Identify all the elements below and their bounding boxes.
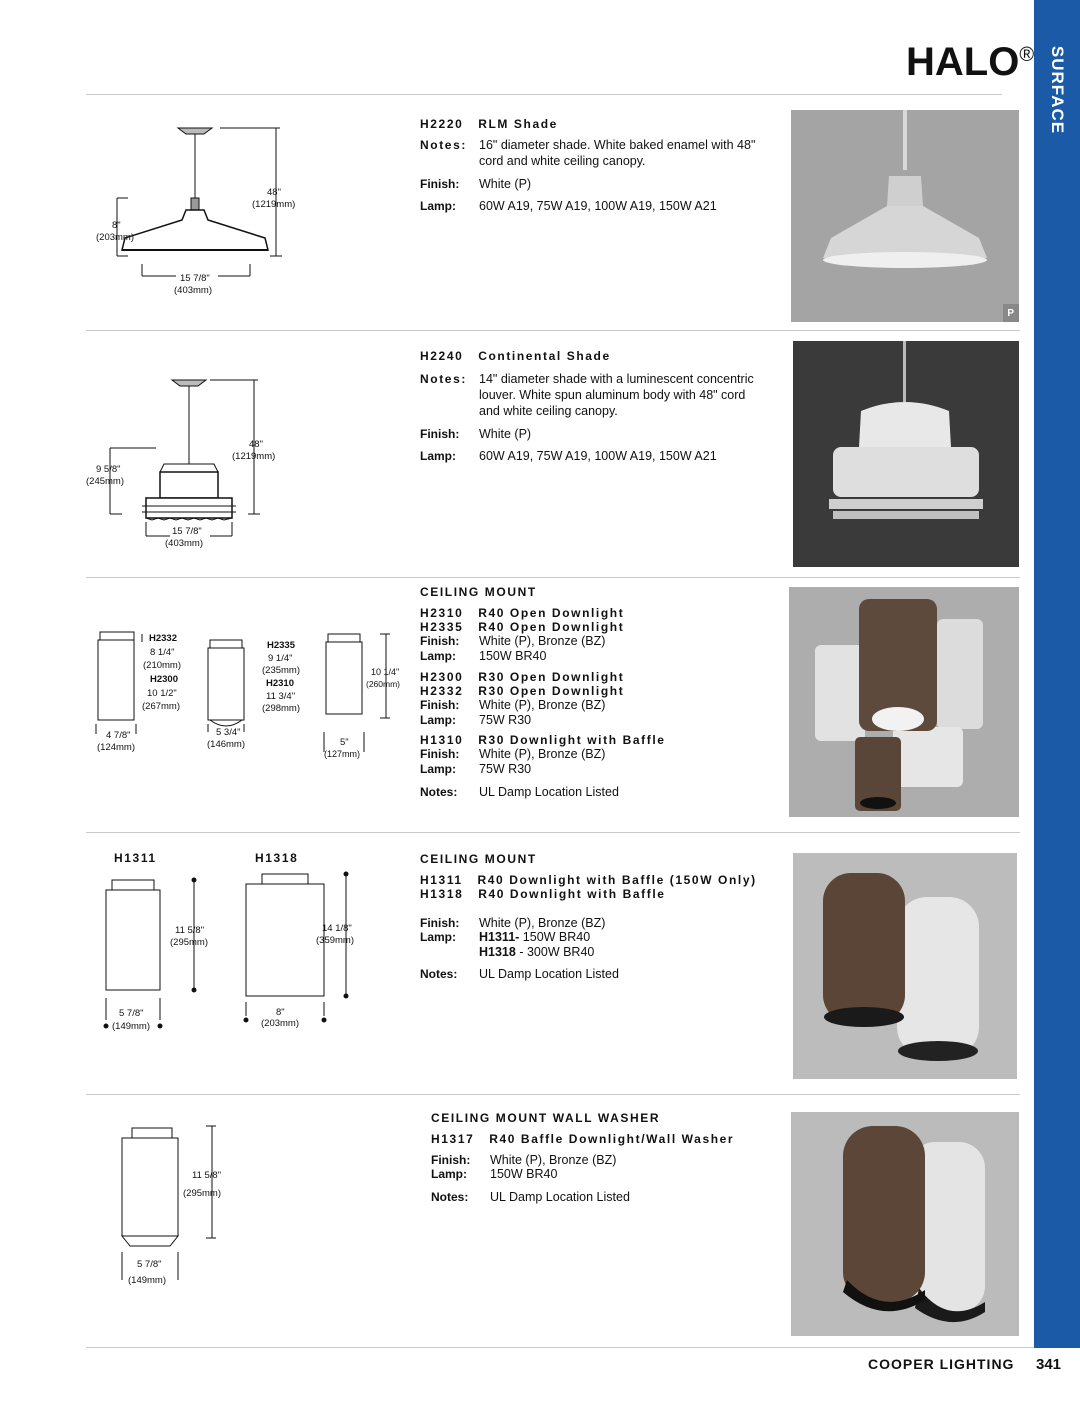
h2335-title: H2335 R40 Open Downlight (420, 620, 625, 634)
ceiling2-lamp-1: H1311- 150W BR40 (479, 930, 591, 944)
h1317-title: H1317 R40 Baffle Downlight/Wall Washer (431, 1132, 735, 1146)
ceiling2-notes-label: Notes: (420, 967, 458, 981)
h2240-width-mm: (403mm) (165, 538, 204, 549)
h2240-finish: White (P) (479, 427, 532, 441)
ceiling-b-code2: H2310 (266, 678, 294, 689)
group2-finish-label: Finish: (420, 698, 460, 712)
group1-lamp: 150W BR40 (479, 649, 547, 663)
ceiling-a-h1: 8 1/4" (150, 647, 175, 658)
h1311-title: H1311 R40 Downlight with Baffle (150W Only) (420, 873, 757, 887)
h2220-notes-label: Notes: (420, 138, 467, 152)
group2-finish: White (P), Bronze (BZ) (479, 698, 606, 712)
ceiling2-finish-label: Finish: (420, 916, 460, 930)
wall-washer-dimension-drawing (110, 1120, 230, 1290)
group2-lamp-label: Lamp: (420, 713, 456, 727)
divider-3 (86, 832, 1020, 833)
h1318-title: H1318 R40 Downlight with Baffle (420, 887, 666, 901)
h1311-width-mm: (149mm) (112, 1021, 151, 1032)
ceiling-mount-product-photo (789, 587, 1019, 817)
ceiling-mount-dimension-drawing (90, 628, 420, 768)
h2240-shade-dim: 9 5/8" (96, 464, 121, 475)
h1317-width-dim: 5 7/8" (137, 1259, 162, 1270)
h2300-title: H2300 R30 Open Downlight (420, 670, 625, 684)
h2220-shade-dim: 8" (112, 220, 121, 231)
washer-notes: UL Damp Location Listed (490, 1190, 630, 1204)
ceiling-a-code1: H2332 (149, 633, 177, 644)
ceiling-c-width: 5" (340, 737, 349, 748)
ceiling-b-code1: H2335 (267, 640, 295, 651)
h1318-height-dim: 14 1/8" (322, 923, 352, 934)
ceiling-a-width: 4 7/8" (106, 730, 131, 741)
h2220-finish-label: Finish: (420, 177, 460, 191)
group1-lamp-label: Lamp: (420, 649, 456, 663)
divider-4 (86, 1094, 1020, 1095)
h2240-lamp-label: Lamp: (420, 449, 456, 463)
group3-lamp-label: Lamp: (420, 762, 456, 776)
washer-finish-label: Finish: (431, 1153, 471, 1167)
h1317-width-mm: (149mm) (128, 1275, 167, 1286)
h2240-notes: 14" diameter shade with a luminescent concentric louver. White spun aluminum body with 48" cord and white ceiling canopy. (479, 372, 754, 418)
h1311-height-dim: 11 5/8" (175, 925, 205, 936)
ceiling2-finish: White (P), Bronze (BZ) (479, 916, 606, 930)
h2240-lamp: 60W A19, 75W A19, 100W A19, 150W A21 (479, 449, 717, 463)
ceiling-b-h1-mm: (235mm) (262, 665, 301, 676)
ceiling1-notes: UL Damp Location Listed (479, 785, 619, 799)
h2220-title: H2220 RLM Shade (420, 117, 558, 131)
footer-company: COOPER LIGHTING (868, 1356, 1015, 1372)
h1317-height-mm: (295mm) (183, 1188, 222, 1199)
h2240-finish-label: Finish: (420, 427, 460, 441)
group1-finish: White (P), Bronze (BZ) (479, 634, 606, 648)
h2310-title: H2310 R40 Open Downlight (420, 606, 625, 620)
ceiling-b-h2-mm: (298mm) (262, 703, 301, 714)
ceiling-mount-2-product-photo (793, 853, 1017, 1079)
h2240-notes-label: Notes: (420, 372, 467, 386)
h2240-height-dim: 48" (249, 439, 263, 450)
ceiling-b-h2: 11 3/4" (266, 691, 296, 702)
footer-divider (86, 1347, 1034, 1348)
ceiling2-lamp-2: H1318 - 300W BR40 (479, 945, 595, 959)
h2220-product-photo (791, 110, 1019, 322)
halo-logo: HALO® (906, 40, 1035, 84)
ceiling2-lamp-label: Lamp: (420, 930, 456, 944)
ceiling-a-code2: H2300 (150, 674, 178, 685)
h1311-height-mm: (295mm) (170, 937, 209, 948)
h2220-height-dim: 48" (267, 187, 281, 198)
ceiling-a-h1-mm: (210mm) (143, 660, 182, 671)
group1-finish-label: Finish: (420, 634, 460, 648)
divider-2 (86, 577, 1020, 578)
h1318-width-dim: 8" (276, 1007, 285, 1018)
group2-lamp: 75W R30 (479, 713, 532, 727)
ceiling-c-height: 10 1/4" (371, 667, 400, 677)
ceiling-b-width: 5 3/4" (216, 727, 241, 738)
h1311-width-dim: 5 7/8" (119, 1008, 144, 1019)
group3-lamp: 75W R30 (479, 762, 532, 776)
ceiling-a-h2: 10 1/2" (147, 688, 177, 699)
wall-washer-product-photo (791, 1112, 1019, 1336)
h2220-width-mm: (403mm) (174, 285, 213, 296)
page-number: 341 (1036, 1356, 1062, 1373)
h1318-width-mm: (203mm) (261, 1018, 300, 1029)
section-tab-label: SURFACE (1048, 45, 1067, 135)
ceiling1-notes-label: Notes: (420, 785, 458, 799)
h2220-notes: 16" diameter shade. White baked enamel with 48" cord and white ceiling canopy. (479, 138, 756, 168)
ceiling-c-height-mm: (260mm) (366, 679, 401, 689)
h2240-width-dim: 15 7/8" (172, 526, 202, 537)
section-tab (1034, 0, 1080, 1348)
ceiling-a-h2-mm: (267mm) (142, 701, 181, 712)
h1317-height-dim: 11 5/8" (192, 1170, 222, 1181)
ceiling-b-h1: 9 1/4" (268, 653, 293, 664)
wall-washer-section-title: CEILING MOUNT WALL WASHER (431, 1111, 661, 1125)
washer-finish: White (P), Bronze (BZ) (490, 1153, 617, 1167)
h2240-shade-mm: (245mm) (86, 476, 125, 487)
h2240-title: H2240 Continental Shade (420, 349, 611, 363)
h2240-product-photo (793, 341, 1019, 567)
divider-1 (86, 330, 1020, 331)
h2240-height-mm: (1219mm) (232, 451, 276, 462)
h2220-finish: White (P) (479, 177, 532, 191)
washer-lamp: 150W BR40 (490, 1167, 558, 1181)
h2220-width-dim: 15 7/8" (180, 273, 210, 284)
h2220-shade-mm: (203mm) (96, 232, 135, 243)
ceiling-c-width-mm: (127mm) (324, 749, 361, 759)
ceiling-mount-2-section-title: CEILING MOUNT (420, 852, 537, 866)
h1311-drawing-title: H1311 (114, 851, 157, 865)
h1318-height-mm: (359mm) (316, 935, 355, 946)
h1318-drawing-title: H1318 (255, 851, 299, 865)
ceiling-mount-2-dimension-drawing (96, 870, 376, 1030)
washer-notes-label: Notes: (431, 1190, 469, 1204)
group3-finish-label: Finish: (420, 747, 460, 761)
ceiling-mount-section-title: CEILING MOUNT (420, 585, 537, 599)
h2220-lamp: 60W A19, 75W A19, 100W A19, 150W A21 (479, 199, 717, 213)
header-divider (86, 94, 1002, 95)
h2220-lamp-label: Lamp: (420, 199, 456, 213)
ceiling2-notes: UL Damp Location Listed (479, 967, 619, 981)
h2332-title: H2332 R30 Open Downlight (420, 684, 625, 698)
h2240-dimension-drawing (90, 372, 320, 552)
h1310-title: H1310 R30 Downlight with Baffle (420, 733, 666, 747)
h2220-photo-tag: P (1007, 308, 1014, 319)
h2220-height-mm: (1219mm) (252, 199, 296, 210)
group3-finish: White (P), Bronze (BZ) (479, 747, 606, 761)
ceiling-a-width-mm: (124mm) (97, 742, 136, 753)
washer-lamp-label: Lamp: (431, 1167, 467, 1181)
ceiling-b-width-mm: (146mm) (207, 739, 246, 750)
